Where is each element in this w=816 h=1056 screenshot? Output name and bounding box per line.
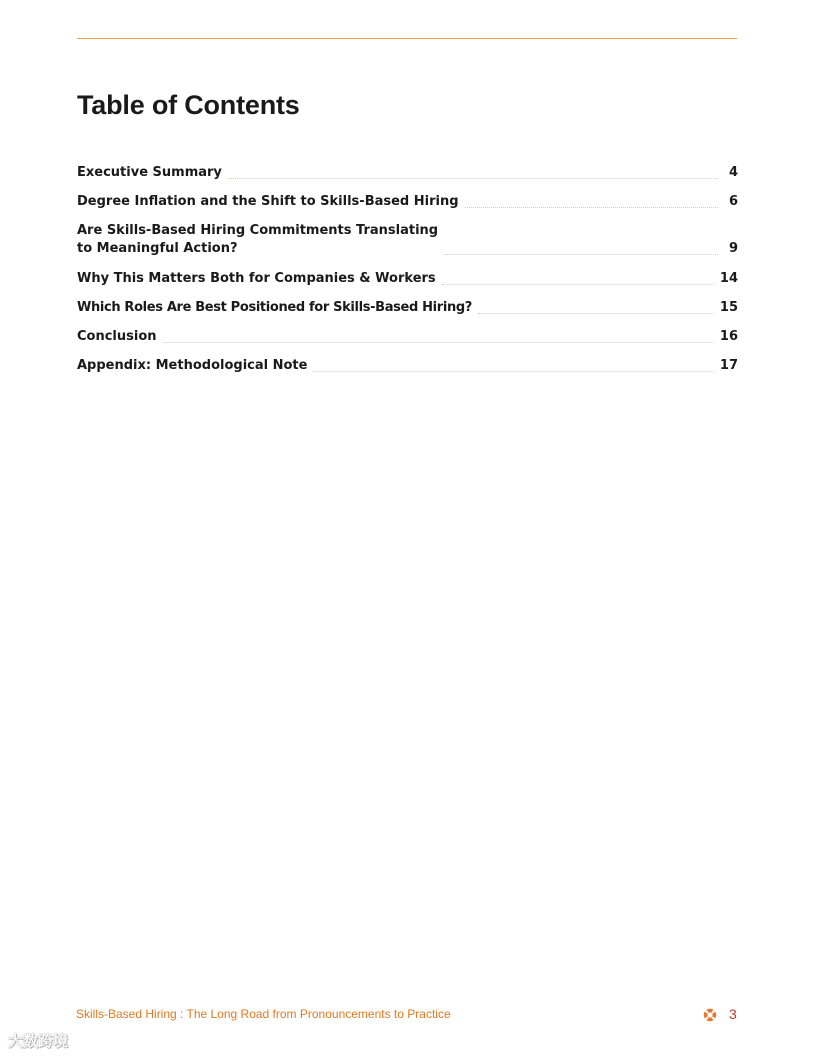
toc-entry[interactable] — [77, 299, 738, 317]
toc-entry-page: 4 — [728, 165, 738, 180]
toc-entry-page: 6 — [728, 194, 738, 209]
toc-entry-title: Conclusion — [77, 329, 157, 344]
toc-entry[interactable] — [77, 357, 738, 375]
top-divider — [77, 38, 737, 39]
toc-leader-dots — [442, 284, 714, 285]
toc-leader-dots — [444, 254, 718, 255]
toc-leader-dots — [465, 207, 718, 208]
toc-entry-page: 9 — [728, 241, 738, 256]
watermark-text: 大数跨境 — [8, 1032, 69, 1050]
toc-entry-page: 17 — [719, 358, 738, 373]
toc-entry-page: 15 — [719, 300, 738, 315]
toc-entry[interactable] — [77, 193, 738, 211]
toc-entry[interactable] — [77, 328, 738, 346]
toc-entry-title: Are Skills-Based Hiring Commitments Translating to Meaningful Action? — [77, 223, 439, 256]
toc-entry-title: Appendix: Methodological Note — [77, 358, 308, 373]
page-title: Table of Contents — [77, 90, 300, 120]
footer-page-number: 3 — [729, 1006, 737, 1022]
toc-entry-title: Executive Summary — [77, 165, 222, 180]
toc-entry[interactable] — [77, 164, 738, 182]
toc-leader-dots — [228, 178, 718, 179]
toc-entry-title: Degree Inflation and the Shift to Skills-Based Hiring — [77, 194, 459, 209]
toc-entry[interactable] — [77, 270, 738, 288]
footer-document-title: Skills-Based Hiring : The Long Road from Pronouncements to Practice — [76, 1007, 451, 1021]
toc-entry-title: Why This Matters Both for Companies & Workers — [77, 271, 436, 286]
toc-entry-page: 16 — [719, 329, 738, 344]
toc-entry-page: 14 — [719, 271, 738, 286]
toc-leader-dots — [313, 371, 713, 372]
toc-entry-title: Which Roles Are Best Positioned for Skills-Based Hiring? — [77, 300, 472, 315]
toc-leader-dots — [478, 313, 714, 314]
lifebuoy-icon — [703, 1008, 717, 1022]
toc-entry[interactable] — [77, 222, 738, 258]
table-of-contents — [77, 164, 738, 386]
toc-leader-dots — [163, 342, 714, 343]
watermark-logo — [8, 1030, 68, 1051]
